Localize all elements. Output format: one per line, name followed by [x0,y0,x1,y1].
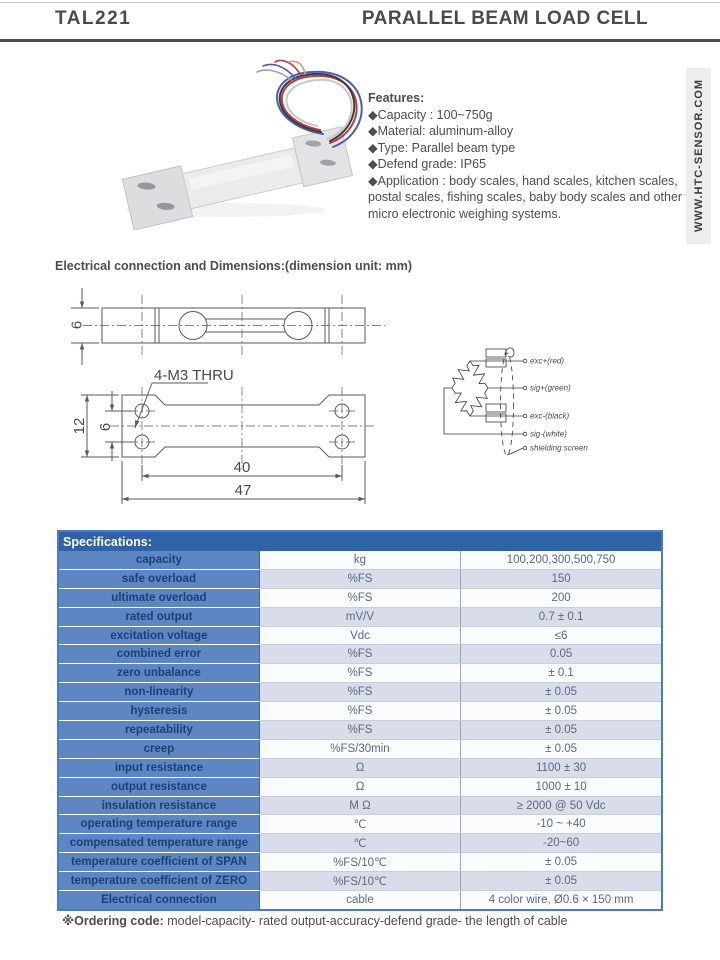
spec-label: Electrical connection [58,891,259,910]
spec-unit: mV/V [259,607,460,626]
spec-value: ± 0.05 [461,721,662,740]
website-url: WWW.HTC-SENSOR.COM [692,79,705,233]
spec-value: 150 [461,569,662,588]
spec-label: input resistance [58,758,259,777]
spec-value: 200 [461,588,662,607]
spec-unit: Ω [259,758,460,777]
spec-value: 0.05 [461,645,662,664]
spec-label: hysteresis [58,702,259,721]
spec-label: temperature coefficient of SPAN [58,853,259,872]
table-row [58,683,662,702]
spec-label: combined error [58,645,259,664]
spec-unit: ℃ [259,834,460,853]
spec-unit: %FS [259,683,460,702]
spec-label: output resistance [58,777,259,796]
spec-value: ± 0.05 [461,683,662,702]
specifications-title: Specifications: [58,531,662,551]
feature-item: ◆Type: Parallel beam type [368,140,516,155]
table-row [58,721,662,740]
table-row [58,607,662,626]
spec-value: ≥ 2000 @ 50 Vdc [461,796,662,815]
dimensions-heading: Electrical connection and Dimensions:(dimension unit: mm) [55,259,412,273]
features-block [368,90,686,222]
feature-item: ◆Material: aluminum-alloy [368,124,514,138]
table-row [58,702,662,721]
spec-label: operating temperature range [58,815,259,834]
spec-unit: %FS/30min [259,739,460,758]
spec-unit: Vdc [259,626,460,645]
spec-value: 4 color wire, Ø0.6 × 150 mm [461,891,662,910]
table-row [58,758,662,777]
spec-unit: %FS [259,664,460,683]
feature-item: ◆Defend grade: IP65 [368,157,487,171]
table-row [58,815,662,834]
dim-hole-span: 40 [233,459,251,476]
feature-item: ◆Capacity : 100~750g [368,107,493,122]
wire-label-exc-minus: exc-(black) [530,411,570,421]
spec-label: safe overload [58,569,259,588]
spec-unit: %FS [259,588,460,607]
spec-label: ultimate overload [58,588,259,607]
spec-label: temperature coefficient of ZERO [58,872,259,891]
table-row [58,645,662,664]
spec-unit: kg [259,551,460,569]
spec-label: repeatability [58,721,259,740]
spec-value: -10 ~ +40 [461,815,662,834]
spec-value: ± 0.05 [461,853,662,872]
dim-side-height: 6 [68,320,86,330]
specifications-body [58,551,662,910]
table-row [58,872,662,891]
spec-label: insulation resistance [58,796,259,815]
spec-label: capacity [58,551,259,569]
table-row [58,551,662,569]
thread-label: 4-M3 THRU [154,367,234,384]
table-row [58,739,662,758]
table-row [58,796,662,815]
ordering-code-note [62,913,567,928]
spec-unit: %FS/10℃ [259,853,460,872]
spec-unit: %FS [259,721,460,740]
table-row [58,588,662,607]
wiring-diagram [444,348,588,455]
model-title: TAL221 [55,8,132,29]
spec-value: 100,200,300,500,750 [461,551,662,569]
product-title: PARALLEL BEAM LOAD CELL [361,8,649,29]
wire-label-shield: shielding screen [530,443,588,453]
spec-unit: cable [259,891,460,910]
ordering-code-prefix: ※Ordering code: [62,914,164,928]
spec-label: non-linearity [58,683,259,702]
spec-value: ± 0.05 [461,702,662,721]
table-row [58,891,662,910]
product-photo [105,58,365,230]
spec-unit: Ω [259,777,460,796]
spec-label: creep [58,739,259,758]
dim-total-length: 47 [234,482,252,499]
spec-value: 1000 ± 10 [461,777,662,796]
wire-label-sig-plus: sig+(green) [530,383,571,393]
dim-hole-spacing: 6 [97,422,114,432]
side-view-drawing [69,288,386,365]
table-row [58,853,662,872]
technical-drawings [55,275,675,525]
spec-label: excitation voltage [58,626,259,645]
spec-unit: %FS [259,645,460,664]
spec-value: ± 0.1 [461,664,662,683]
features-title: Features: [368,91,425,105]
ordering-code-text: model-capacity- rated output-accuracy-defend grade- the length of cable [163,914,568,928]
dim-top-width: 12 [71,417,88,435]
table-row [58,626,662,645]
spec-value: -20~60 [461,834,662,853]
website-sidebar [686,68,711,244]
spec-label: rated output [58,607,259,626]
spec-value: ≤6 [461,626,662,645]
wire-label-exc-plus: exc+(red) [530,356,565,366]
top-hairline [0,2,720,3]
spec-label: compensated temperature range [58,834,259,853]
spec-value: ± 0.05 [461,739,662,758]
spec-value: ± 0.05 [461,872,662,891]
spec-unit: %FS [259,569,460,588]
header-rule [0,39,720,42]
table-row [58,664,662,683]
spec-value: 0.7 ± 0.1 [461,607,662,626]
table-row [58,834,662,853]
wire-label-sig-minus: sig-(white) [530,429,567,439]
table-row [58,569,662,588]
feature-item: ◆Application : body scales, hand scales, kitchen scales, postal scales, fishing scales, baby body scales and other micro electronic weighing systems. [368,173,683,221]
table-row [58,777,662,796]
spec-unit: %FS/10℃ [259,872,460,891]
spec-unit: M Ω [259,796,460,815]
top-view-drawing [71,367,377,504]
specifications-table [57,530,663,911]
spec-unit: ℃ [259,815,460,834]
spec-label: zero unbalance [58,664,259,683]
features-list [368,107,686,223]
spec-value: 1100 ± 30 [461,758,662,777]
spec-unit: %FS [259,702,460,721]
